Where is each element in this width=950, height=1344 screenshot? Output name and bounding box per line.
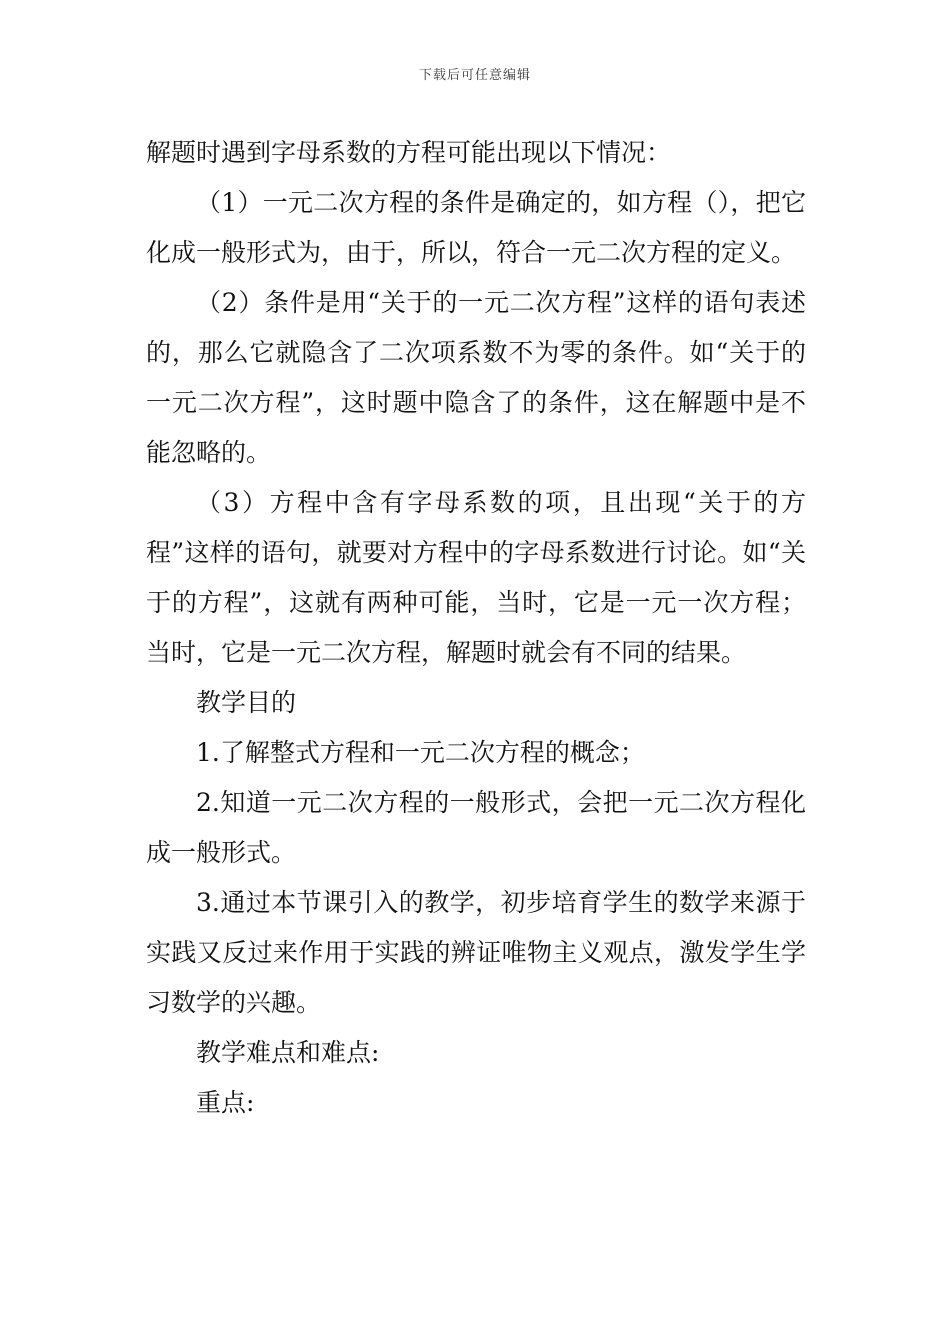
paragraph-intro: 解题时遇到字母系数的方程可能出现以下情况：	[146, 138, 672, 167]
section-heading-key-points: 重点:	[196, 1088, 255, 1117]
section-heading-teaching-goals: 教学目的	[196, 688, 297, 717]
paragraph-case-2: （2）条件是用“关于的一元二次方程”这样的语句表述的，那么它就隐含了二次项系数不为零的条件。如“关于的一元二次方程”，这时题中隐含了的条件，这在解题中是不能忽略的。	[146, 288, 806, 467]
goal-item-2: 2.知道一元二次方程的一般形式，会把一元二次方程化成一般形式。	[146, 788, 806, 867]
goal-item-3: 3.通过本节课引入的教学，初步培育学生的数学来源于实践又反过来作用于实践的辨证唯物主义观点，激发学生学习数学的兴趣。	[146, 888, 806, 1017]
page-header: 下载后可任意编辑	[418, 68, 531, 83]
document-body	[146, 128, 806, 1128]
section-heading-key-difficult-points: 教学难点和难点:	[196, 1038, 380, 1067]
paragraph-case-3: （3）方程中含有字母系数的项，且出现“关于的方程”这样的语句，就要对方程中的字母系数进行讨论。如“关于的方程”，这就有两种可能，当时，它是一元一次方程；当时，它是一元二次方程，解题时就会有不同的结果。	[146, 488, 806, 667]
paragraph-case-1: （1）一元二次方程的条件是确定的，如方程（），把它化成一般形式为，由于，所以，符合一元二次方程的定义。	[146, 188, 806, 267]
goal-item-1: 1.了解整式方程和一元二次方程的概念；	[196, 738, 645, 767]
